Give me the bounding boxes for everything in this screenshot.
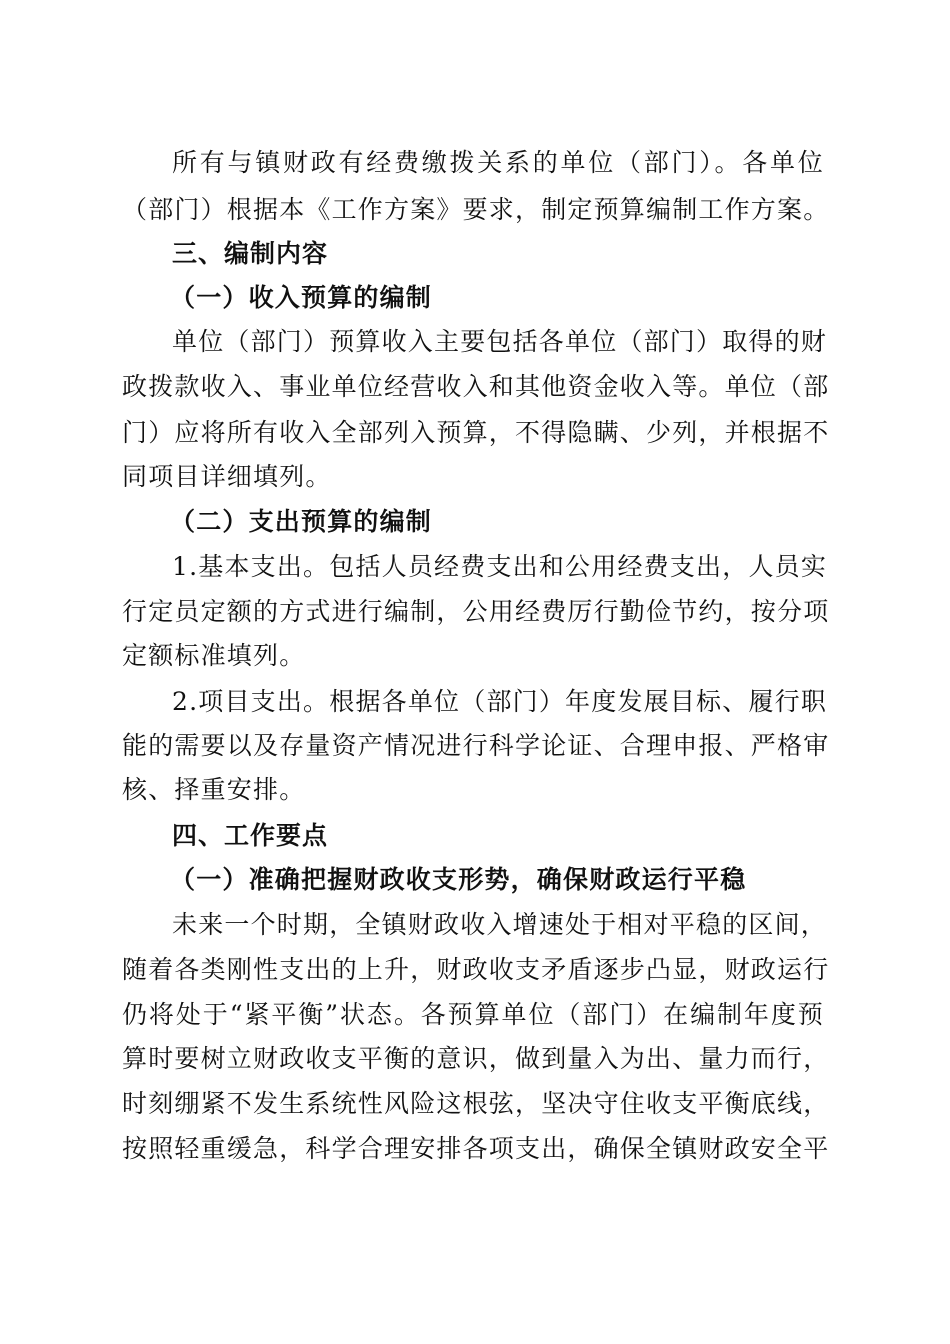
paragraph-line: 随着各类刚性支出的上升，财政收支矛盾逐步凸显，财政运行 bbox=[122, 955, 830, 984]
paragraph-line: 仍将处于“紧平衡”状态。各预算单位（部门）在编制年度预 bbox=[122, 1000, 824, 1029]
paragraph-line: 能的需要以及存量资产情况进行科学论证、合理申报、严格审 bbox=[122, 731, 830, 760]
paragraph-line: 2.项目支出。根据各单位（部门）年度发展目标、履行职 bbox=[172, 687, 828, 716]
paragraph-line: 政拨款收入、事业单位经营收入和其他资金收入等。单位（部 bbox=[122, 372, 830, 401]
paragraph-line: 时刻绷紧不发生系统性风险这根弦，坚决守住收支平衡底线， bbox=[122, 1089, 830, 1118]
paragraph-line: 1.基本支出。包括人员经费支出和公用经费支出，人员实 bbox=[172, 552, 828, 581]
paragraph-line: 定额标准填列。 bbox=[122, 641, 306, 670]
paragraph-line: 算时要树立财政收支平衡的意识，做到量入为出、量力而行， bbox=[122, 1044, 830, 1073]
paragraph-line: 按照轻重缓急，科学合理安排各项支出，确保全镇财政安全平 bbox=[122, 1134, 830, 1163]
paragraph-line: 所有与镇财政有经费缴拨关系的单位（部门）。各单位 bbox=[172, 148, 824, 177]
subsection-heading-fiscal: （一）准确把握财政收支形势，确保财政运行平稳 bbox=[170, 865, 747, 894]
paragraph-line: 同项目详细填列。 bbox=[122, 462, 332, 491]
paragraph-line: 门）应将所有收入全部列入预算，不得隐瞒、少列，并根据不 bbox=[122, 418, 830, 447]
subsection-heading-income: （一）收入预算的编制 bbox=[170, 283, 433, 312]
paragraph-line: 单位（部门）预算收入主要包括各单位（部门）取得的财 bbox=[172, 327, 828, 356]
paragraph-line: 未来一个时期，全镇财政收入增速处于相对平稳的区间， bbox=[172, 910, 828, 939]
section-heading-4: 四、工作要点 bbox=[172, 821, 329, 850]
section-heading-3: 三、编制内容 bbox=[172, 239, 329, 268]
subsection-heading-expense: （二）支出预算的编制 bbox=[170, 507, 433, 536]
paragraph-line: 核、择重安排。 bbox=[122, 775, 306, 804]
paragraph-line: （部门）根据本《工作方案》要求，制定预算编制工作方案。 bbox=[122, 195, 830, 224]
paragraph-line: 行定员定额的方式进行编制，公用经费厉行勤俭节约，按分项 bbox=[122, 597, 830, 626]
